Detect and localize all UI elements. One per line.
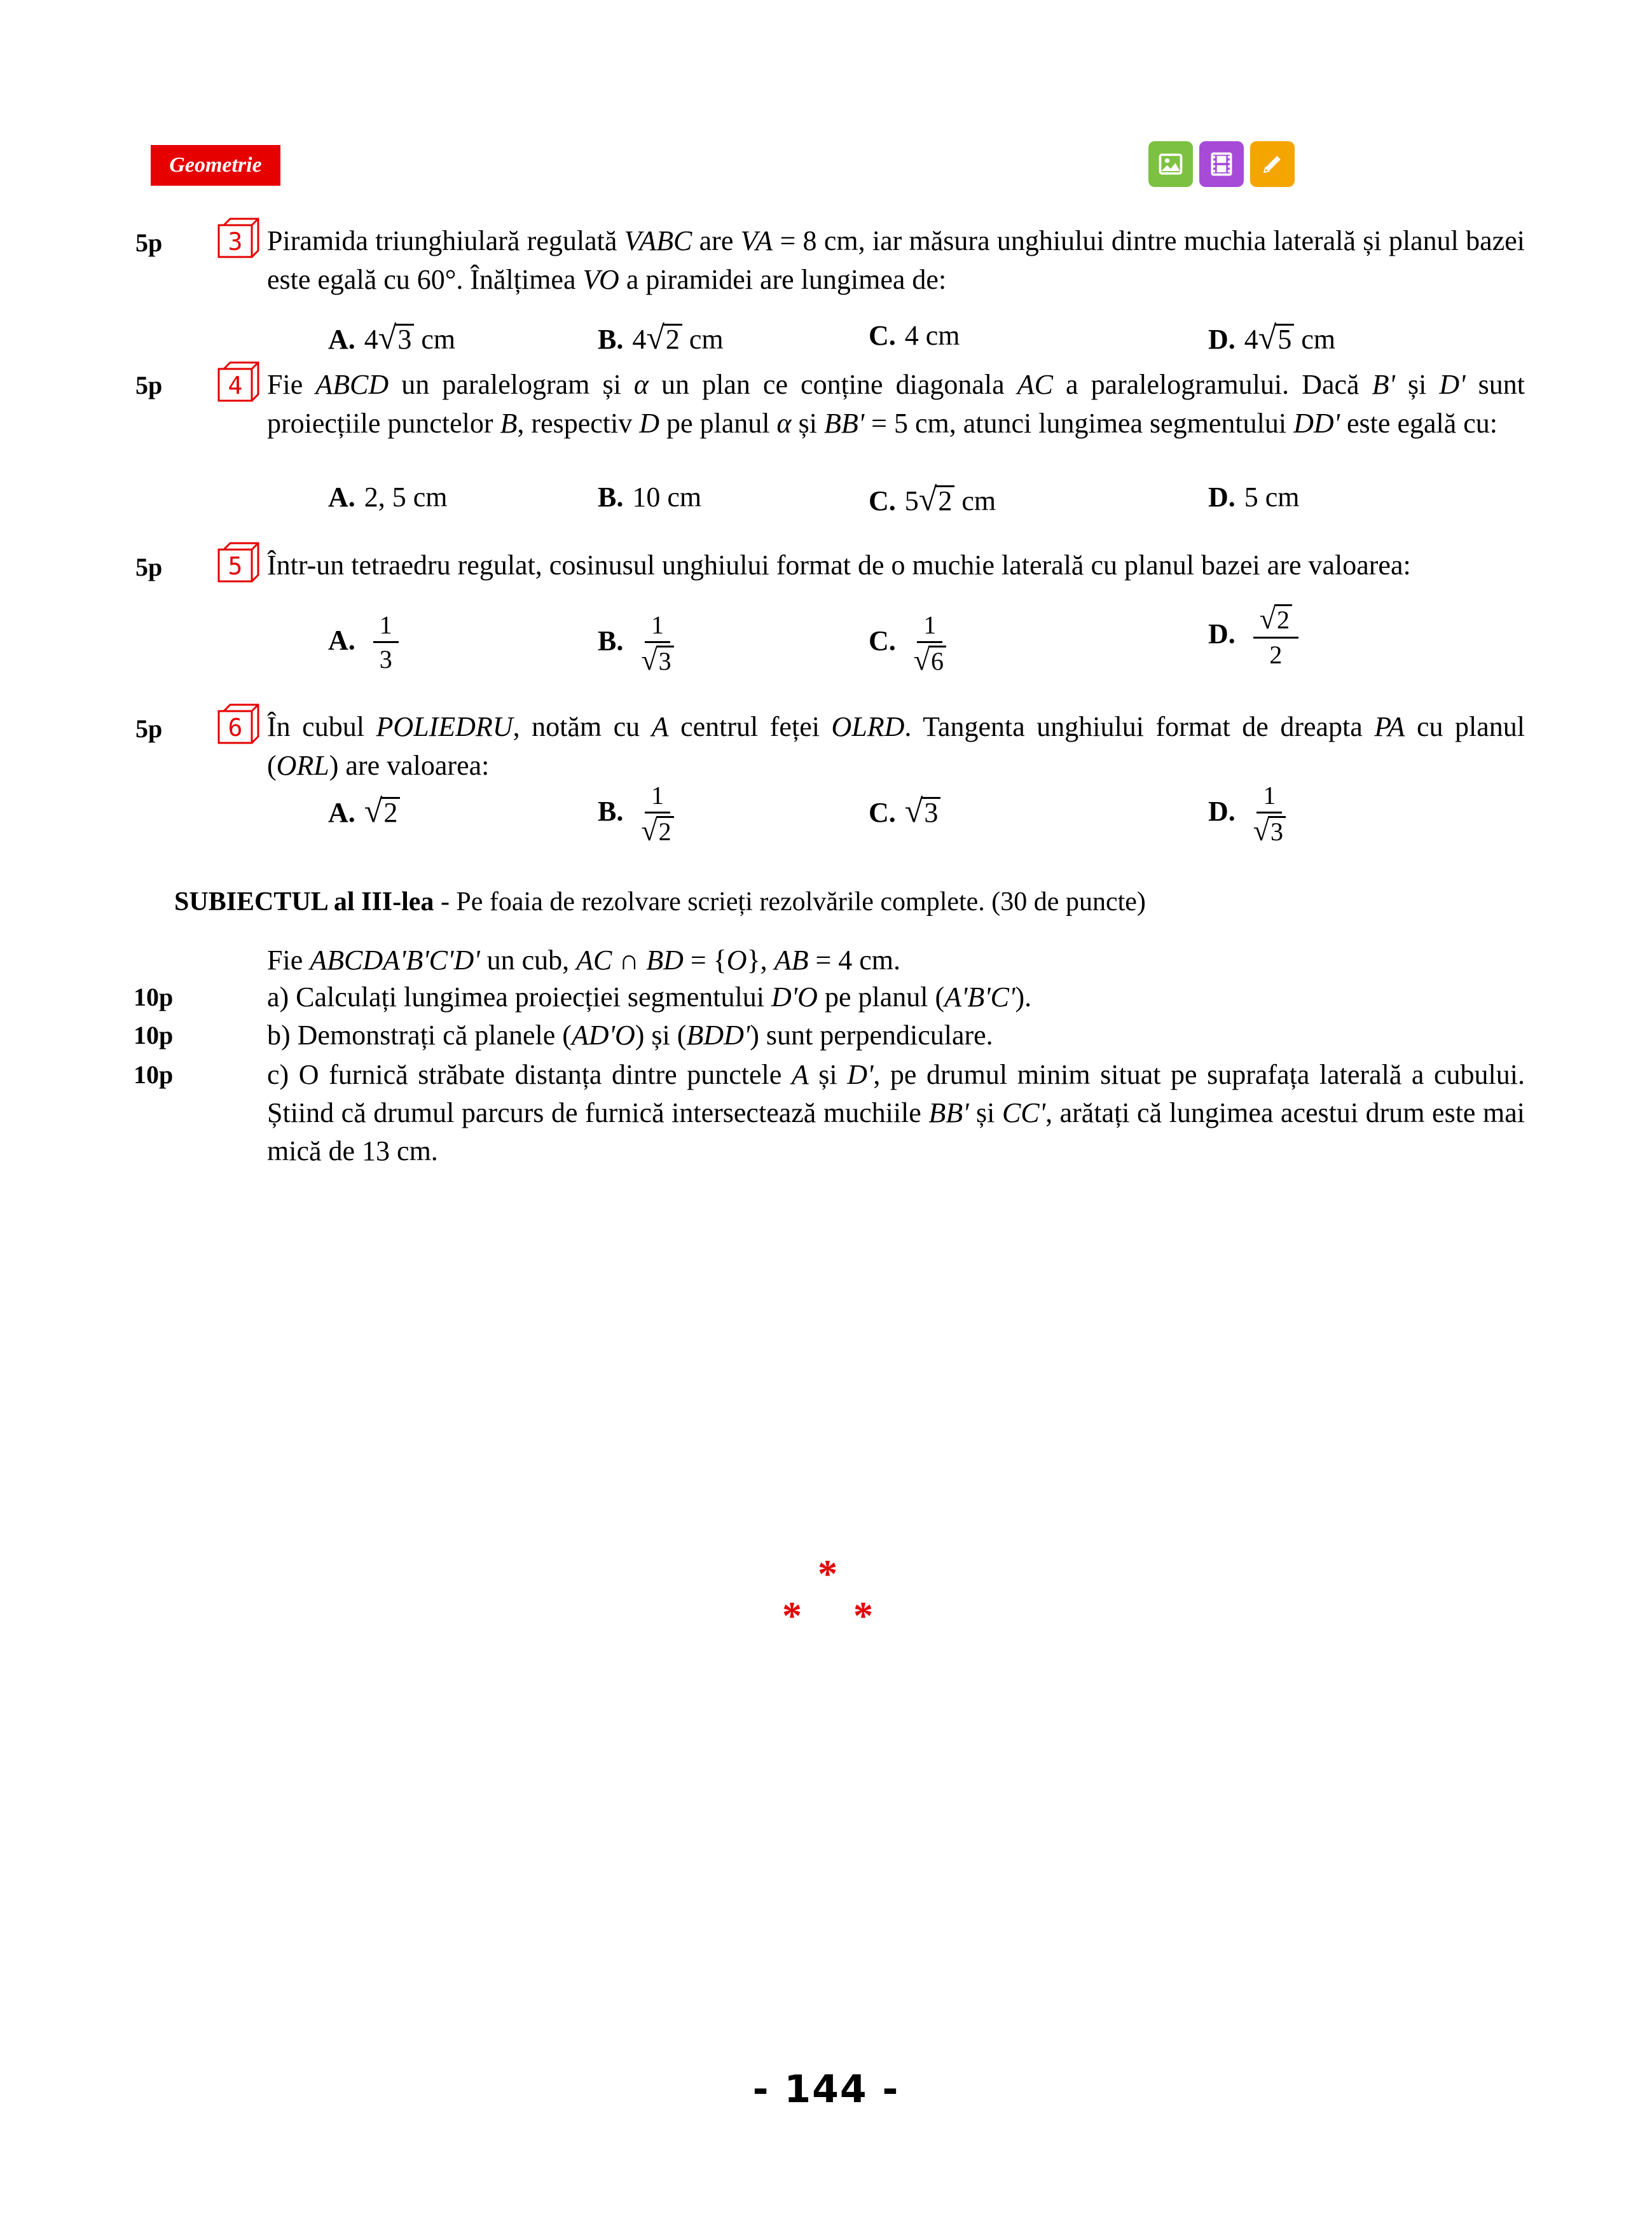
question-points: 5p (135, 371, 163, 399)
option-d[interactable]: D. 4√5 cm (1208, 320, 1336, 356)
option-c[interactable]: C. $\frac{1}{√6}$ (869, 612, 946, 675)
option-d[interactable]: D. $\frac{1}{√3}$ (1208, 782, 1286, 846)
question-3-text: Piramida triunghiulară regulată VABC are VA = 8 cm, iar măsura unghiului dintre muchia laterală și planul bazei este egală cu 60°. Înălțimea VO a piramidei are lungimea de: (267, 225, 1525, 295)
question-points: 5p (135, 714, 163, 743)
decor-star: * (818, 1553, 837, 1596)
option-c[interactable]: C. 4 cm (869, 320, 960, 351)
part-b-text: b) Demonstrați că planele (AD'O) și (BDD') sunt perpendiculare. (267, 1020, 993, 1051)
option-a[interactable]: A. √2 (328, 793, 400, 830)
question-number-box (215, 216, 261, 262)
svg-text:6: 6 (228, 714, 243, 742)
option-a[interactable]: A. 4√3 cm (328, 320, 456, 356)
svg-text:5: 5 (228, 552, 243, 580)
section-title: SUBIECTUL al III-lea - Pe foaia de rezolvare scrieți rezolvările complete. (30 de puncte) (174, 887, 1146, 917)
part-a-text: a) Calculați lungimea proiecției segmentului D'O pe planul (A'B'C'). (267, 981, 1032, 1013)
svg-text:3: 3 (228, 228, 243, 256)
part-points: 10p (134, 1021, 174, 1049)
video-button[interactable] (1199, 141, 1244, 187)
part-c-text: c) O furnică străbate distanța dintre punctele A și D', pe drumul minim situat pe suprafața laterală a cubului. Știind că drumul parcurs de furnică intersectează muchiile BB' și CC', arătați că lungimea acestui drum este mai mică de 13 cm. (267, 1059, 1525, 1167)
image-button[interactable] (1148, 141, 1193, 187)
option-b[interactable]: B. 10 cm (598, 481, 702, 513)
film-icon (1208, 150, 1236, 178)
section-intro: Fie ABCDA'B'C'D' un cub, AC ∩ BD = {O}, AB = 4 cm. (267, 945, 901, 976)
option-b[interactable]: B. $\frac{1}{√2}$ (598, 782, 674, 846)
svg-text:4: 4 (228, 371, 243, 399)
pencil-icon (1258, 150, 1286, 178)
page-number: - 144 - (752, 2067, 900, 2112)
question-number-box (215, 360, 261, 406)
cube-number-icon (215, 360, 261, 406)
question-number-box (215, 702, 261, 748)
question-number-box (215, 541, 261, 586)
option-a[interactable]: A. 2, 5 cm (328, 481, 448, 513)
option-b[interactable]: B. $\frac{1}{√3}$ (598, 612, 674, 675)
decor-star: * (853, 1595, 873, 1638)
question-points: 5p (135, 228, 163, 257)
decor-star: * (782, 1595, 802, 1638)
option-b[interactable]: B. 4√2 cm (598, 320, 724, 356)
part-points: 10p (134, 983, 174, 1011)
cube-number-icon (215, 541, 261, 586)
question-6-text: În cubul POLIEDRU, notăm cu A centrul feței OLRD. Tangenta unghiului format de dreapta PA cu planul (ORL) are valoarea: (267, 711, 1525, 781)
option-c[interactable]: C. √3 (869, 793, 940, 830)
cube-number-icon (215, 216, 261, 262)
question-4-text: Fie ABCD un paralelogram și α un plan ce conține diagonala AC a paralelogramului. Dacă B' și D' sunt proiecțiile punctelor B, respectiv D pe planul α și BB' = 5 cm, atunci lungimea segmentului DD' este egală cu: (267, 369, 1525, 439)
question-points: 5p (135, 553, 163, 581)
option-d[interactable]: D. 5 cm (1208, 481, 1300, 513)
edit-button[interactable] (1250, 141, 1295, 187)
section-tag: Geometrie (151, 145, 280, 186)
option-d[interactable]: D. $\frac{√2}{2}$ (1208, 604, 1298, 669)
part-points: 10p (134, 1060, 174, 1089)
option-a[interactable]: A. $\frac{1}{3}$ (328, 612, 399, 674)
cube-number-icon (215, 702, 261, 748)
option-c[interactable]: C. 5√2 cm (869, 481, 996, 518)
image-icon (1157, 150, 1185, 178)
question-5-text: Într-un tetraedru regulat, cosinusul unghiului format de o muchie laterală cu planul bazei are valoarea: (267, 550, 1411, 581)
